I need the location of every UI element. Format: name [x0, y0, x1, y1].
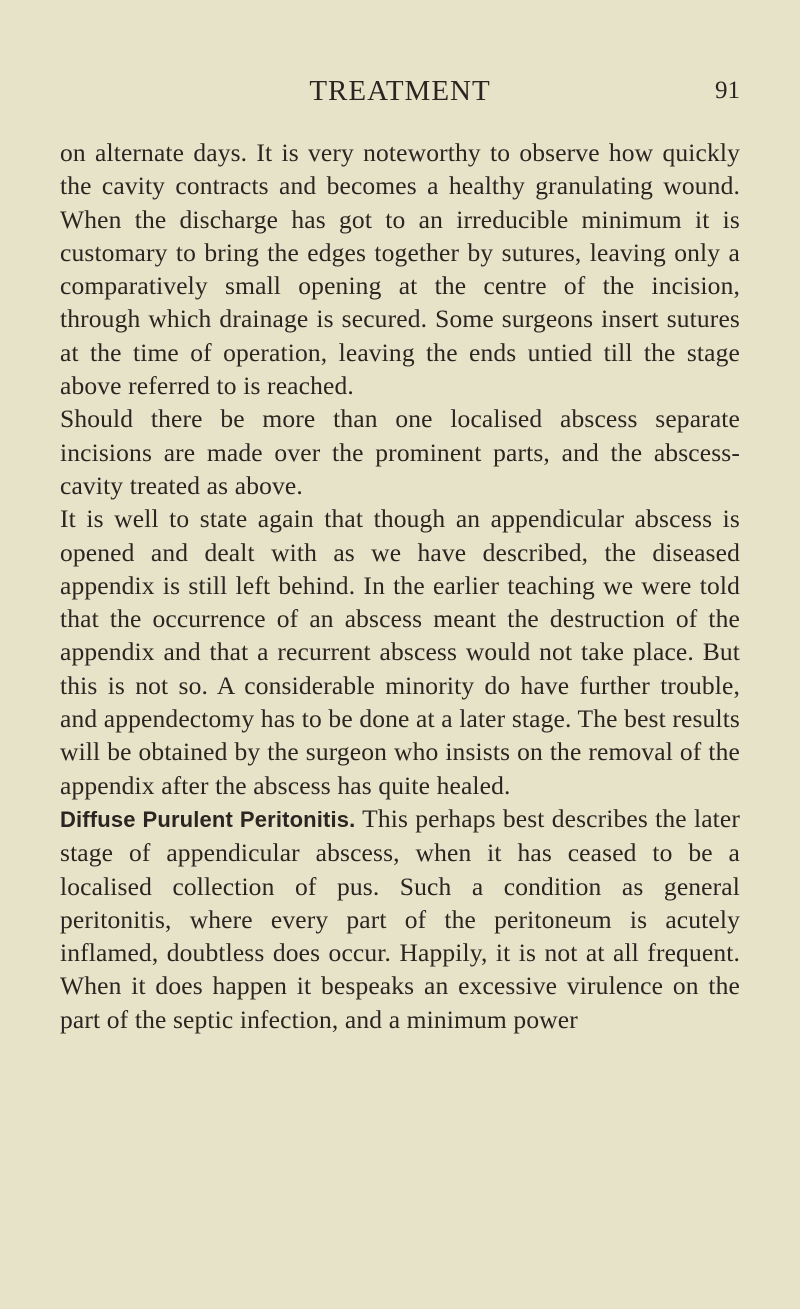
page-number: 91	[715, 77, 740, 104]
paragraph-4	[60, 802, 740, 1036]
paragraph-4-text: This perhaps best describes the later stage of appendicular abscess, when it has ceased to be a localised collection of pus. Such a condition as general peritonitis, where every part of the peritoneum is acutely inflamed, doubtless does occur. Happily, it is not at all frequent. When it does happen it bespeaks an excessive virulence on the part of the septic infection, and a minimum power	[60, 803, 741, 1034]
running-title: TREATMENT	[309, 75, 491, 107]
paragraph-3: It is well to state again that though an appendicular abscess is opened and dealt with as we have described, the diseased appendix is still left behind. In the earlier teaching we were told that the occurrence of an abscess meant the destruction of the appendix and that a recurrent abscess would not take place. But this is not so. A considerable minority do have further trouble, and appendectomy has to be done at a later stage. The best results will be obtained by the surgeon who insists on the removal of the appendix after the abscess has quite healed.	[60, 504, 740, 800]
page-header	[60, 74, 740, 114]
paragraph-2: Should there be more than one localised abscess separate incisions are made over the prominent parts, and the abscess-cavity treated as above.	[60, 404, 740, 500]
body-text	[60, 136, 740, 1036]
paragraph-1: on alternate days. It is very noteworthy to observe how quickly the cavity contracts and becomes a healthy granulating wound. When the discharge has got to an irreducible minimum it is customary to bring the edges together by sutures, leaving only a comparatively small opening at the centre of the incision, through which drainage is secured. Some surgeons insert sutures at the time of operation, leaving the ends untied till the stage above referred to is reached.	[60, 138, 740, 401]
section-heading: Diffuse Purulent Peritonitis.	[60, 806, 356, 832]
